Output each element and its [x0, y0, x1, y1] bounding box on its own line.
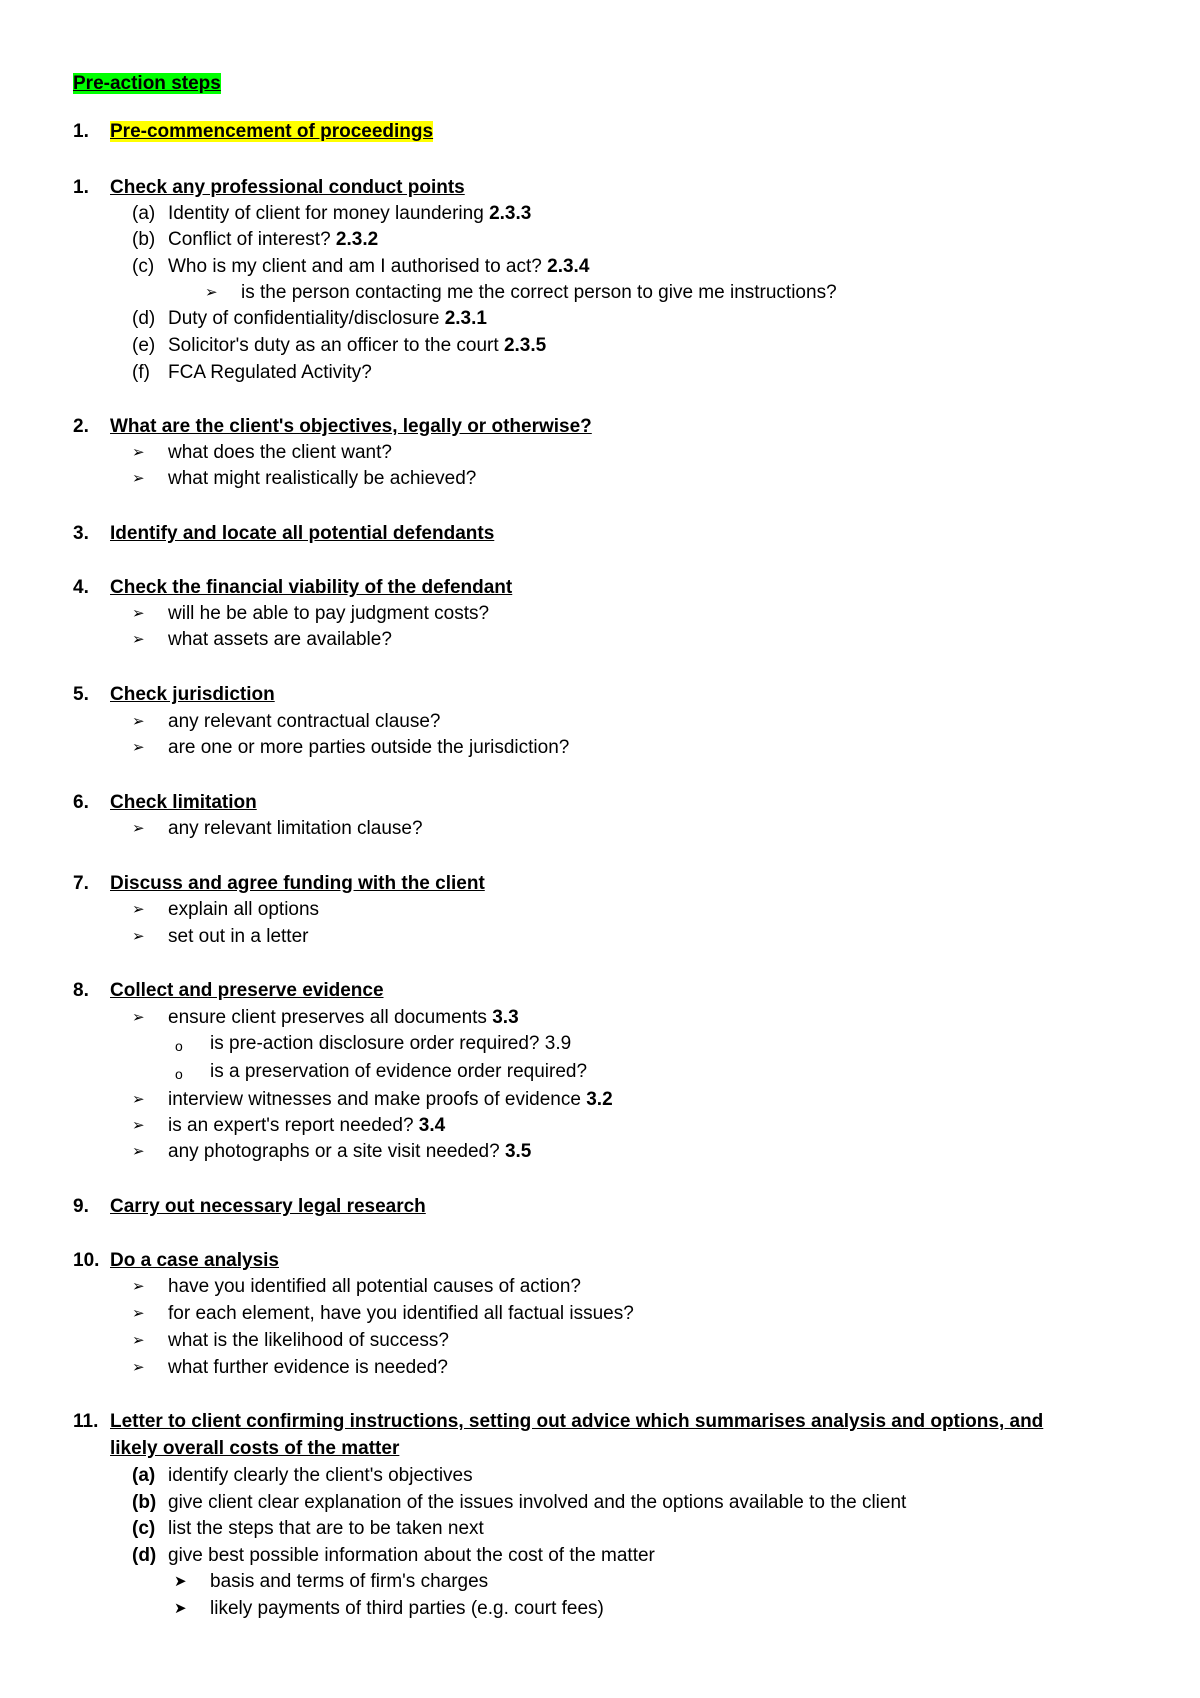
- arrow-bullet-icon: ➢: [132, 1117, 145, 1134]
- sub-item: is the person contacting me the correct person to give me instructions?: [241, 282, 837, 303]
- sub-item: what does the client want?: [168, 442, 392, 463]
- arrow-bullet-icon: ➢: [132, 1278, 145, 1295]
- arrow-bullet-icon: ➢: [132, 739, 145, 756]
- item-heading: Collect and preserve evidence: [110, 980, 384, 1001]
- arrow-bullet-icon: ➢: [132, 1359, 145, 1376]
- sub-item: any relevant contractual clause?: [168, 711, 441, 732]
- item-number: 6.: [73, 792, 89, 813]
- item-number: 8.: [73, 980, 89, 1001]
- sub-item: explain all options: [168, 899, 320, 920]
- arrow-bullet-icon: ➢: [132, 1091, 145, 1108]
- sub-item: Identity of client for money laundering 2.3.3: [168, 203, 532, 224]
- item-heading: Check any professional conduct points: [110, 177, 465, 198]
- item-number: 4.: [73, 577, 89, 598]
- sub-item: is pre-action disclosure order required? 3.9: [210, 1033, 572, 1054]
- sub-item: Solicitor's duty as an officer to the court 2.3.5: [168, 335, 547, 356]
- sub-item: give client clear explanation of the issues involved and the options available to the client: [168, 1492, 907, 1513]
- arrow-bullet-icon: ➤: [174, 1600, 187, 1617]
- sub-item: Who is my client and am I authorised to act? 2.3.4: [168, 256, 590, 277]
- sub-item: what might realistically be achieved?: [168, 468, 477, 489]
- item-heading-continued: likely overall costs of the matter: [110, 1438, 400, 1459]
- sub-label: (b): [132, 1492, 157, 1513]
- item-number: 9.: [73, 1196, 89, 1217]
- sub-label: (c): [132, 256, 155, 277]
- item-heading: Do a case analysis: [110, 1250, 279, 1271]
- arrow-bullet-icon: ➢: [132, 631, 145, 648]
- arrow-bullet-icon: ➢: [132, 1143, 145, 1160]
- item-number: 5.: [73, 684, 89, 705]
- document-title: Pre-action steps: [73, 73, 221, 94]
- sub-item: what assets are available?: [168, 629, 392, 650]
- arrow-bullet-icon: ➢: [205, 284, 218, 301]
- section-number: 1.: [73, 121, 89, 142]
- sub-item: likely payments of third parties (e.g. court fees): [210, 1598, 604, 1619]
- arrow-bullet-icon: ➢: [132, 1009, 145, 1026]
- sub-label: (a): [132, 203, 156, 224]
- section-heading: Pre-commencement of proceedings: [110, 121, 434, 142]
- sub-item: is an expert's report needed? 3.4: [168, 1115, 446, 1136]
- sub-item: are one or more parties outside the jurisdiction?: [168, 737, 570, 758]
- sub-label: (a): [132, 1465, 156, 1486]
- arrow-bullet-icon: ➢: [132, 1332, 145, 1349]
- item-number: 2.: [73, 416, 89, 437]
- sub-item: give best possible information about the cost of the matter: [168, 1545, 655, 1566]
- sub-label: (d): [132, 308, 156, 329]
- arrow-bullet-icon: ➢: [132, 1305, 145, 1322]
- sub-item: any relevant limitation clause?: [168, 818, 423, 839]
- sub-item: list the steps that are to be taken next: [168, 1518, 484, 1539]
- sub-item: ensure client preserves all documents 3.3: [168, 1007, 519, 1028]
- arrow-bullet-icon: ➢: [132, 928, 145, 945]
- arrow-bullet-icon: ➤: [174, 1573, 187, 1590]
- arrow-bullet-icon: ➢: [132, 470, 145, 487]
- sub-label: (c): [132, 1518, 156, 1539]
- sub-item: what further evidence is needed?: [168, 1357, 448, 1378]
- sub-item: identify clearly the client's objectives: [168, 1465, 473, 1486]
- sub-item: Conflict of interest? 2.3.2: [168, 229, 379, 250]
- item-number: 10.: [73, 1250, 100, 1271]
- arrow-bullet-icon: ➢: [132, 713, 145, 730]
- sub-label: (b): [132, 229, 156, 250]
- item-heading: Check the financial viability of the defendant: [110, 577, 513, 598]
- circle-bullet-icon: o: [175, 1066, 183, 1082]
- circle-bullet-icon: o: [175, 1038, 183, 1054]
- sub-item: FCA Regulated Activity?: [168, 362, 372, 383]
- item-heading: What are the client's objectives, legally or otherwise?: [110, 416, 592, 437]
- sub-item: interview witnesses and make proofs of evidence 3.2: [168, 1089, 613, 1110]
- arrow-bullet-icon: ➢: [132, 820, 145, 837]
- item-heading: Check jurisdiction: [110, 684, 275, 705]
- item-number: 3.: [73, 523, 89, 544]
- sub-item: what is the likelihood of success?: [168, 1330, 449, 1351]
- sub-label: (f): [132, 362, 150, 383]
- sub-item: have you identified all potential causes of action?: [168, 1276, 581, 1297]
- item-number: 7.: [73, 873, 89, 894]
- sub-item: set out in a letter: [168, 926, 309, 947]
- item-number: 1.: [73, 177, 89, 198]
- arrow-bullet-icon: ➢: [132, 901, 145, 918]
- arrow-bullet-icon: ➢: [132, 444, 145, 461]
- sub-item: will he be able to pay judgment costs?: [168, 603, 490, 624]
- item-heading: Identify and locate all potential defendants: [110, 523, 495, 544]
- sub-item: is a preservation of evidence order required?: [210, 1061, 588, 1082]
- item-heading: Check limitation: [110, 792, 257, 813]
- sub-label: (e): [132, 335, 156, 356]
- sub-item: any photographs or a site visit needed? 3.5: [168, 1141, 532, 1162]
- item-heading: Carry out necessary legal research: [110, 1196, 426, 1217]
- item-number: 11.: [73, 1411, 99, 1432]
- sub-label: (d): [132, 1545, 157, 1566]
- sub-item: basis and terms of firm's charges: [210, 1571, 489, 1592]
- sub-item: Duty of confidentiality/disclosure 2.3.1: [168, 308, 487, 329]
- sub-item: for each element, have you identified all factual issues?: [168, 1303, 634, 1324]
- item-heading: Discuss and agree funding with the client: [110, 873, 485, 894]
- item-heading: Letter to client confirming instructions, setting out advice which summarises analysis and options, and: [110, 1411, 1044, 1432]
- arrow-bullet-icon: ➢: [132, 605, 145, 622]
